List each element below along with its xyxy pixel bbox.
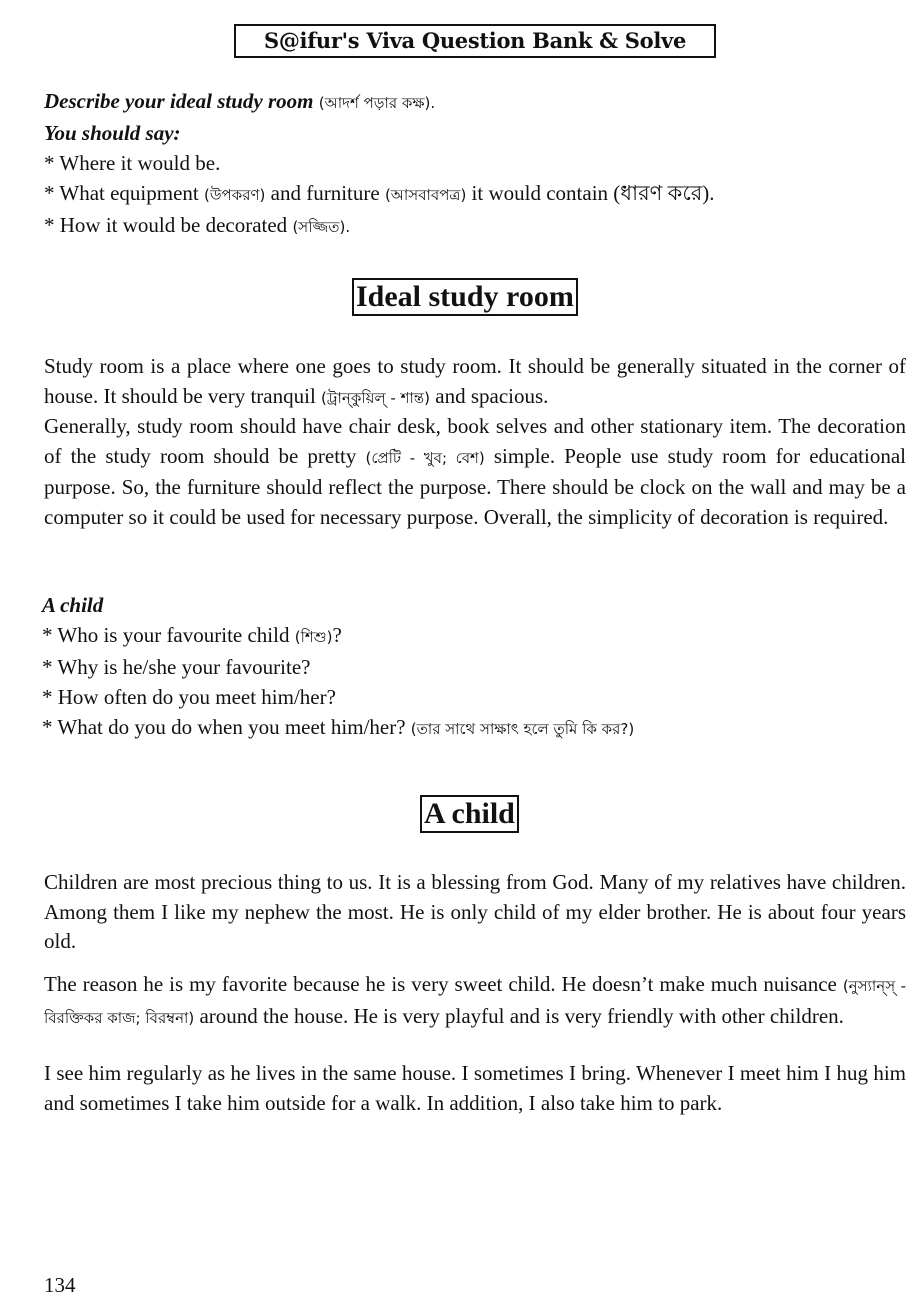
child-paragraph-1: Children are most precious thing to us. It is a blessing from God. Many of my relatives have children. Among them I like my nephew the most. He is only child of my elder brother. He is about four years old. bbox=[44, 870, 906, 953]
prompt-title-bengali: (আদর্শ পড়ার কক্ষ). bbox=[318, 94, 436, 112]
paragraph-text: simple. People use study room for educational purpose. So, the furniture should reflect the purpose. There should be clock on the wall and may be a computer so it could be used for necessary purpose. Overall, the simplicity of decoration is required. bbox=[44, 443, 906, 529]
child-prompt-title: A child bbox=[42, 593, 104, 617]
paragraph-bengali: (প্রেটি - খুব; বেশ) bbox=[365, 448, 485, 467]
paragraph-text: The reason he is my favorite because he is very sweet child. He doesn’t make much nuisance bbox=[44, 972, 843, 996]
header-title: S@ifur's Viva Question Bank & Solve bbox=[234, 24, 716, 58]
child-heading: A child bbox=[420, 795, 519, 833]
point-text: and furniture bbox=[265, 181, 385, 205]
point-bengali: (শিশু) bbox=[294, 628, 333, 646]
prompt-point bbox=[42, 620, 904, 652]
prompt-point bbox=[44, 178, 906, 210]
point-bengali: (সজ্জিত). bbox=[292, 218, 351, 236]
point-text: * What equipment bbox=[44, 181, 204, 205]
study-room-paragraph-2 bbox=[44, 412, 906, 532]
child-paragraph-3: I see him regularly as he lives in the same house. I sometimes I bring. Whenever I meet him I hug him and sometimes I take him outside for a walk. In addition, I also take him to park. bbox=[44, 1061, 906, 1115]
prompt-point: * How often do you meet him/her? bbox=[42, 685, 336, 709]
prompt-point bbox=[44, 210, 906, 242]
paragraph-bengali: (নুস্যান্‌স্‌ - বিরক্তিকর কাজ; বিরম্বনা) bbox=[44, 977, 906, 1027]
point-bengali: (তার সাথে সাক্ষাৎ হলে তুমি কি কর?) bbox=[410, 720, 635, 738]
prompt-point bbox=[42, 712, 904, 744]
point-text: ? bbox=[332, 623, 342, 647]
point-text: * How it would be decorated bbox=[44, 213, 293, 237]
prompt-point: * Why is he/she your favourite? bbox=[42, 655, 311, 679]
paragraph-bengali: (ট্রান্‌কুয়িল্‌ - শান্ত) bbox=[321, 388, 430, 407]
study-room-paragraph-1 bbox=[44, 352, 906, 413]
point-text: it would contain (ধারণ করে). bbox=[466, 181, 715, 205]
prompt-subtitle: You should say: bbox=[44, 121, 181, 145]
page-number: 134 bbox=[44, 1273, 76, 1297]
paragraph-text: and spacious. bbox=[430, 383, 549, 408]
child-paragraph-2 bbox=[44, 970, 906, 1033]
paragraph-text: Generally, study room should have chair desk, book selves and other stationary item. The decoration of the study room should be pretty bbox=[44, 414, 906, 468]
paragraph-text: Study room is a place where one goes to study room. It should be generally situated in the corner of house. It should be very tranquil bbox=[44, 354, 906, 408]
prompt-title-line bbox=[44, 86, 906, 118]
study-room-heading: Ideal study room bbox=[352, 278, 578, 316]
child-prompt bbox=[42, 590, 904, 744]
paragraph-text: around the house. He is very playful and is very friendly with other children. bbox=[194, 1003, 844, 1028]
point-text: * Who is your favourite child bbox=[42, 623, 295, 647]
point-text: * What do you do when you meet him/her? bbox=[42, 715, 411, 739]
point-bengali: (আসবাবপত্র) bbox=[384, 186, 467, 204]
point-text: * Where it would be. bbox=[44, 151, 221, 175]
study-room-prompt bbox=[44, 86, 906, 242]
prompt-point bbox=[44, 148, 906, 178]
point-bengali: (উপকরণ) bbox=[204, 186, 266, 204]
prompt-title: Describe your ideal study room bbox=[44, 89, 314, 113]
